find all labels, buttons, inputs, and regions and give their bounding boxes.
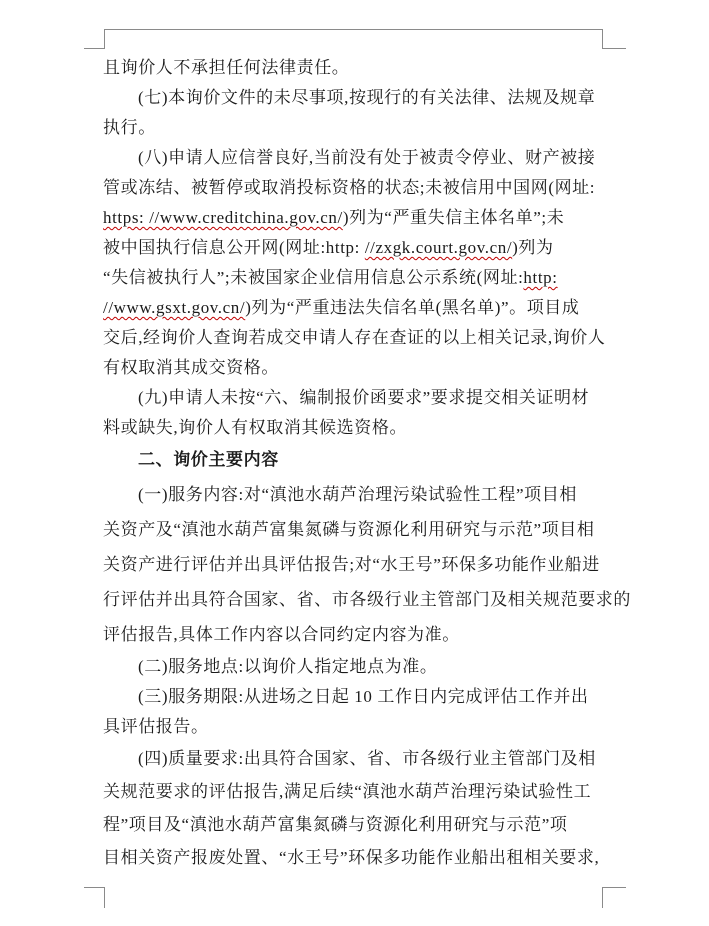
text-segment: 关规范要求的评估报告,满足后续“滇池水葫芦治理污染试验性工 xyxy=(103,782,592,801)
document-body xyxy=(103,53,631,874)
text-segment: 目相关资产报废处置、“水王号”环保多功能作业船出租相关要求, xyxy=(103,848,600,867)
text-segment: 执行。 xyxy=(103,118,156,137)
text-line xyxy=(103,353,609,383)
text-segment: 关资产进行评估并出具评估报告;对“水王号”环保多功能作业船进 xyxy=(103,555,600,574)
text-segment: (七)本询价文件的未尽事项,按现行的有关法律、法规及规章 xyxy=(138,88,596,107)
spellcheck-underlined-url: https: //www.creditchina.gov.cn/ xyxy=(103,208,343,227)
text-line xyxy=(103,617,609,652)
text-segment: )列为 xyxy=(512,238,554,257)
text-line xyxy=(103,582,631,617)
text-line xyxy=(103,841,609,874)
text-segment: )列为“严重违法失信名单(黑名单)”。项目成 xyxy=(245,298,580,317)
text-line xyxy=(103,547,609,582)
text-line xyxy=(103,203,609,233)
text-line xyxy=(103,682,609,712)
text-line xyxy=(103,53,609,83)
text-segment: 二、询价主要内容 xyxy=(138,450,279,469)
spellcheck-underlined-url: //www.gsxt.gov.cn/ xyxy=(103,298,246,317)
text-line xyxy=(103,113,609,143)
text-line xyxy=(103,512,609,547)
text-segment: 评估报告,具体工作内容以合同约定内容为准。 xyxy=(103,625,460,644)
crop-mark-bottom-right-vertical xyxy=(602,887,603,908)
text-line xyxy=(103,173,609,203)
text-segment: 且询价人不承担任何法律责任。 xyxy=(103,58,350,77)
crop-mark-bottom-right-horizontal xyxy=(602,887,626,888)
text-segment: (三)服务期限:从进场之日起 10 工作日内完成评估工作并出 xyxy=(138,687,589,706)
text-segment: (八)申请人应信誉良好,当前没有处于被责令停业、财产被接 xyxy=(138,148,596,167)
crop-mark-bottom-left-horizontal xyxy=(84,887,105,888)
crop-mark-top-left-vertical xyxy=(104,29,105,49)
spellcheck-underlined-url: //zxgk.court.gov.cn/ xyxy=(364,238,513,257)
text-line xyxy=(103,143,609,173)
text-segment: 有权取消其成交资格。 xyxy=(103,358,279,377)
text-line xyxy=(103,323,609,353)
text-segment: 交后,经询价人查询若成交申请人存在查证的以上相关记录,询价人 xyxy=(103,328,606,347)
crop-mark-top-left-horizontal xyxy=(84,48,105,49)
text-segment: (一)服务内容:对“滇池水葫芦治理污染试验性工程”项目相 xyxy=(138,485,577,504)
text-line xyxy=(103,293,609,323)
text-segment: (四)质量要求:出具符合国家、省、市各级行业主管部门及相 xyxy=(138,749,596,768)
text-segment: (二)服务地点:以询价人指定地点为准。 xyxy=(138,657,438,676)
text-line xyxy=(103,233,609,263)
text-segment: 关资产及“滇池水葫芦富集氮磷与资源化利用研究与示范”项目相 xyxy=(103,520,595,539)
spellcheck-underlined-url: http: xyxy=(523,268,558,287)
text-line xyxy=(103,83,609,113)
text-segment: “失信被执行人”;未被国家企业信用信息公示系统(网址: xyxy=(103,268,524,287)
text-line xyxy=(103,652,609,682)
text-segment: )列为“严重失信主体名单”;未 xyxy=(342,208,565,227)
crop-mark-top-right-vertical xyxy=(602,29,603,49)
text-line xyxy=(103,742,609,775)
text-segment: 行评估并出具符合国家、省、市各级行业主管部门及相关规范要求的 xyxy=(103,590,631,609)
text-line xyxy=(103,413,609,443)
text-line xyxy=(103,712,609,742)
text-segment: 被中国执行信息公开网(网址:http: xyxy=(103,238,365,257)
text-segment: 料或缺失,询价人有权取消其候选资格。 xyxy=(103,418,408,437)
text-line xyxy=(103,808,609,841)
text-segment: 具评估报告。 xyxy=(103,717,209,736)
text-boundary-top-line xyxy=(104,29,603,30)
text-line xyxy=(103,383,609,413)
text-line xyxy=(103,263,609,293)
crop-mark-top-right-horizontal xyxy=(602,48,626,49)
text-line xyxy=(103,477,609,512)
section-heading xyxy=(103,443,609,477)
text-segment: 管或冻结、被暂停或取消投标资格的状态;未被信用中国网(网址: xyxy=(103,178,596,197)
crop-mark-bottom-left-vertical xyxy=(104,887,105,908)
text-line xyxy=(103,775,609,808)
text-segment: 程”项目及“滇池水葫芦富集氮磷与资源化利用研究与示范”项 xyxy=(103,815,568,834)
text-segment: (九)申请人未按“六、编制报价函要求”要求提交相关证明材 xyxy=(138,388,590,407)
